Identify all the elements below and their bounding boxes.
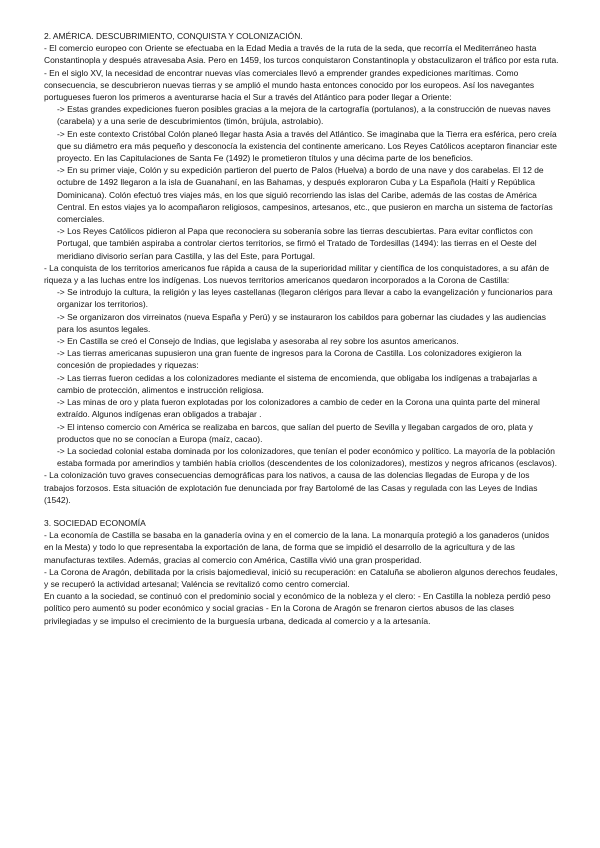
paragraph-subitem: -> Las tierras fueron cedidas a los colonizadores mediante el sistema de encomienda, que obligaba los indígenas a trabajarlas a cambio de protección, alimentos e instrucción religiosa. [57, 372, 538, 395]
paragraph-bullet: - La conquista de los territorios americanos fue rápida a causa de la superioridad militar y científica de los conquistadores, a su afán de riqueza y a las luchas entre los indígenas. Los nuevos territorios americanos quedaron incorporados a la Corona de Castilla: [44, 262, 550, 286]
paragraph-subitem: -> Se organizaron dos virreinatos (nueva España y Perú) y se instauraron los cabildos para gobernar las ciudades y las audiencias para los asuntos legales. [57, 311, 546, 334]
section-sociedad-economia [44, 517, 560, 627]
paragraph-subitem: -> Las minas de oro y plata fueron explotadas por los colonizadores a cambio de ceder en la Corona una quinta parte del mineral extraído. Algunos indígenas eran obligados a trabajar . [57, 397, 540, 420]
paragraph-subitem: -> En este contexto Cristóbal Colón planeó llegar hasta Asia a través del Atlántico. Se imaginaba que la Tierra era esférica, pero creía que su diámetro era más pequeño y desconocía la existencia del continente americano. Los Reyes Católicos aceptaron financiar este proyecto. En las Capitulaciones de Santa Fe (1492) le prometieron títulos y una décima parte de los beneficios. [57, 128, 557, 164]
paragraph-subitem: -> Las tierras americanas supusieron una gran fuente de ingresos para la Corona de Castilla. Los colonizadores exigieron la concesión de propiedades y riquezas: [57, 348, 522, 371]
paragraph-subitem: -> En Castilla se creó el Consejo de Indias, que legislaba y asesoraba al rey sobre los asuntos americanos. [57, 336, 459, 347]
paragraph-subitem: -> El intenso comercio con América se realizaba en barcos, que salían del puerto de Sevilla y llegaban cargados de oro, plata y productos que no se conocían a Europa (maíz, cacao). [57, 421, 533, 444]
section-heading: 3. SOCIEDAD ECONOMÍA [44, 517, 146, 528]
paragraph-subitem: -> Se introdujo la cultura, la religión y las leyes castellanas (llegaron clérigos para llevar a cabo la evangelización y funcionarios para organizar los territorios). [57, 287, 553, 310]
paragraph-bullet: En cuanto a la sociedad, se continuó con el predominio social y económico de la nobleza y el clero: - En Castilla la nobleza perdió peso político pero aumentó su poder económico y social gracias - En la Corona de Aragón se frenaron ciertos abusos de las clases privilegiadas y se impulso el crecimiento de la burguesía urbana, dedicada al comercio y a la artesanía. [44, 591, 551, 626]
paragraph-bullet: - La colonización tuvo graves consecuencias demográficas para los nativos, a causa de las dolencias llegadas de Europa y de los trabajos forzosos. Esta situación de explotación fue denunciada por fray Bartolomé de las Casas y regulada con las Leyes de Indias (1542). [44, 470, 538, 505]
paragraph-bullet: - En el siglo XV, la necesidad de encontrar nuevas vías comerciales llevó a emprender grandes expediciones marítimas. Como consecuencia, se descubrieron nuevas tierras y se amplió el mundo hasta entonces conocido por los europeos. Así los navegantes portugueses fueron los primeros a aventurarse hacia el Sur a través del Atlántico para poder llegar a Oriente: [44, 67, 535, 103]
paragraph-subitem: -> Estas grandes expediciones fueron posibles gracias a la mejora de la cartografía (portulanos), a la construcción de nuevas naves (carabela) y a una serie de descubrimientos (timón, brújula, astrolabio). [57, 104, 551, 127]
paragraph-bullet: - La Corona de Aragón, debilitada por la crisis bajomedieval, inició su recuperación: en Cataluña se abolieron algunos derechos feudales, y se recuperó la actividad artesanal; Valéncia se revitalizó como centro comercial. [44, 566, 558, 589]
section-america [44, 30, 560, 506]
paragraph-subitem: -> Los Reyes Católicos pidieron al Papa que reconociera su soberanía sobre las tierras descubiertas. Para evitar conflictos con Portugal, que también aspiraba a controlar ciertos territorios, se firmó el Tratado de Tordesillas (1494): las tierras en el Oeste del meridiano divisorio serían para Castilla, y las del Este, para Portugal. [57, 226, 537, 261]
document-page [44, 30, 560, 627]
paragraph-bullet: - La economía de Castilla se basaba en la ganadería ovina y en el comercio de la lana. La monarquía protegió a los ganaderos (unidos en la Mesta) y todo lo que representaba la exportación de lana, de forma que se impidió el desarrollo de la agricultura y de las manufacturas textiles. Además, gracias al comercio con América, Castilla vivió una gran prosperidad. [44, 530, 550, 565]
paragraph-subitem: -> La sociedad colonial estaba dominada por los colonizadores, que tenían el poder económico y político. La mayoría de la población estaba formada por amerindios y también había criollos (descendentes de los colonizadores), mestizos y negros africanos (esclavos). [57, 445, 557, 469]
section-heading: 2. AMÉRICA. DESCUBRIMIENTO, CONQUISTA Y COLONIZACIÓN. [44, 31, 303, 41]
paragraph-bullet: - El comercio europeo con Oriente se efectuaba en la Edad Media a través de la ruta de la seda, que recorría el Mediterráneo hasta Constantinopla y después atravesaba Asia. Pero en 1459, los turcos conquistaron Constantinopla y obstaculizaron el tráfico por esta ruta. [44, 43, 559, 66]
paragraph-subitem: -> En su primer viaje, Colón y su expedición partieron del puerto de Palos (Huelva) a bordo de una nave y dos carabelas. El 12 de octubre de 1492 llegaron a la isla de Guanahaní, en las Bahamas, y después exploraron Cuba y La Española (Haití y República Dominicana). Colón efectuó tres viajes más, en los que siguió recorriendo las islas del Caribe, además de las costas de América Central. En estos viajes ya lo acompañaron religiosos, campesinos, artesanos, etc., que pusieron en marcha un sistema de factorías comerciales. [57, 165, 553, 225]
